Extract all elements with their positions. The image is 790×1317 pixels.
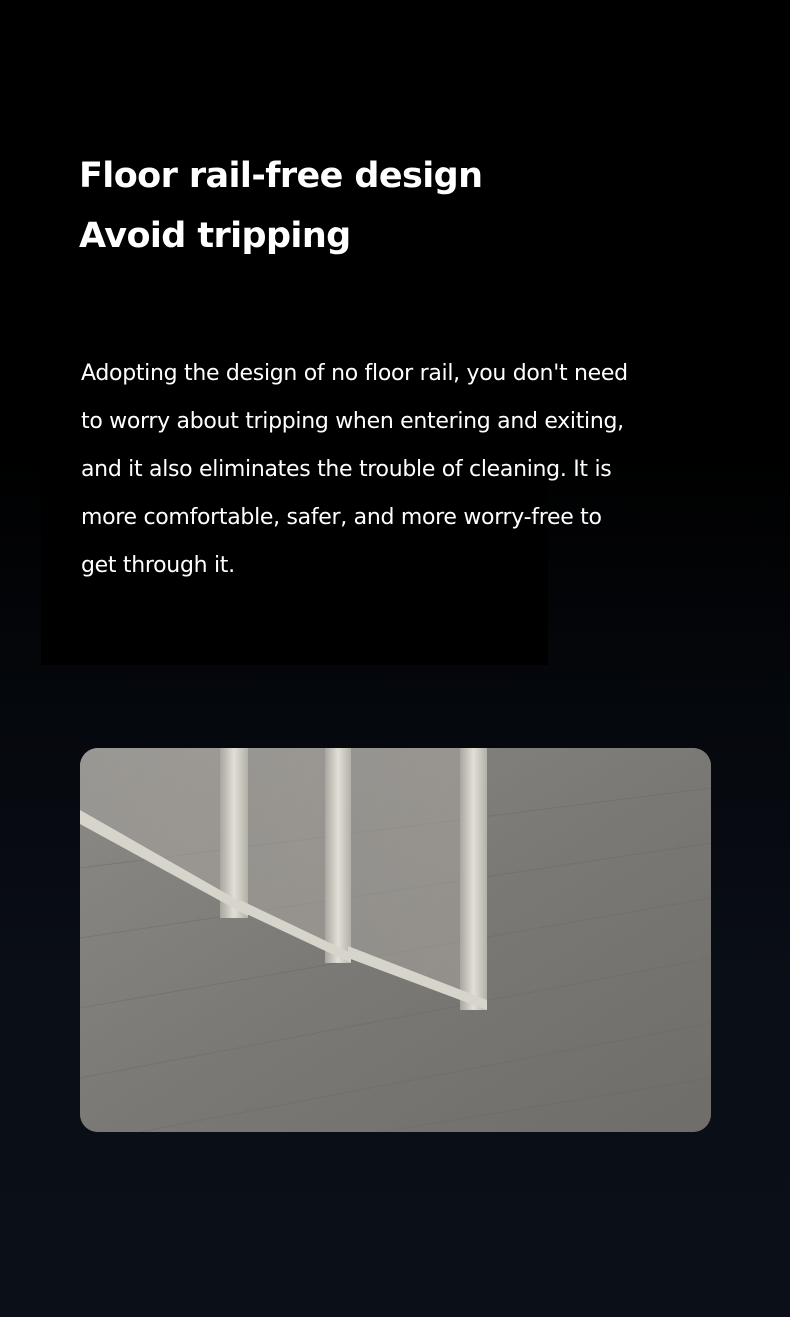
feature-headline: [79, 146, 482, 266]
door-frame-middle: [325, 748, 351, 963]
headline-line-1: Floor rail-free design: [79, 156, 483, 196]
description-line-4: more comfortable, safer, and more worry-free to: [81, 505, 602, 530]
sliding-door-floor-illustration: [80, 748, 711, 1132]
description-line-5: get through it.: [81, 553, 235, 578]
feature-description: [81, 350, 721, 590]
product-photo: [80, 748, 711, 1132]
description-line-2: to worry about tripping when entering and exiting,: [81, 409, 624, 434]
door-frame-right: [460, 748, 487, 1010]
headline-line-2: Avoid tripping: [79, 216, 351, 256]
description-line-1: Adopting the design of no floor rail, you don't need: [81, 361, 628, 386]
description-line-3: and it also eliminates the trouble of cleaning. It is: [81, 457, 612, 482]
